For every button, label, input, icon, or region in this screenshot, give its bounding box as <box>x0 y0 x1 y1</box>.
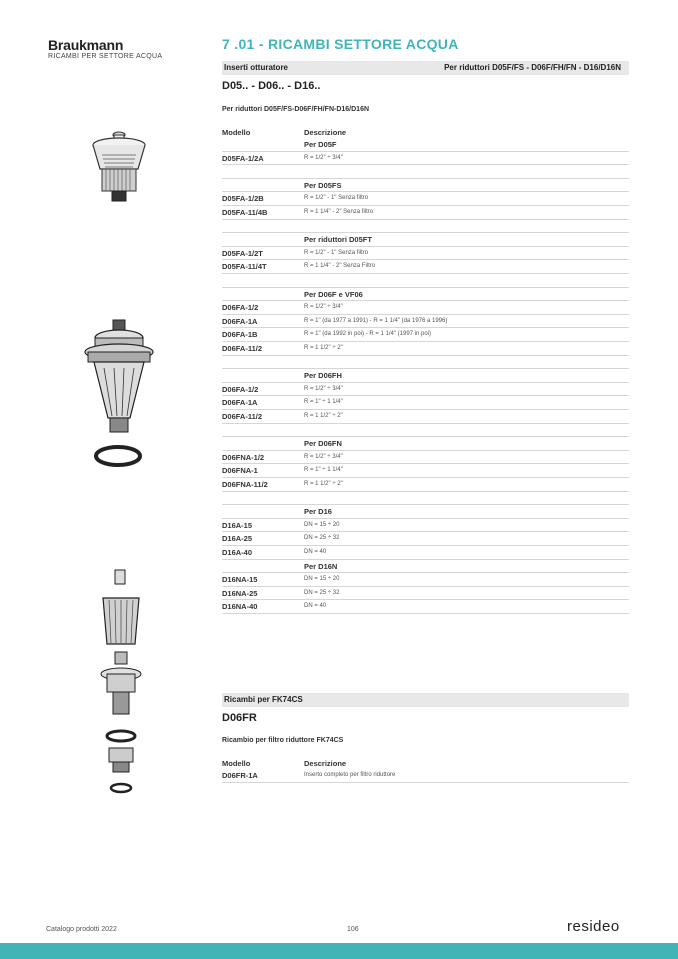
model-code: D16A-15 <box>222 520 253 530</box>
table-row <box>222 600 629 614</box>
table-spacer-row <box>222 274 629 288</box>
insert-d16-exploded-illustration-icon <box>97 568 145 796</box>
table-spacer-row <box>222 492 629 506</box>
model-code: D06FNA-1 <box>222 466 258 476</box>
model-code: D16A-25 <box>222 534 253 544</box>
model-code: D06FA-11/2 <box>222 412 263 421</box>
group-label: Per D16 <box>304 507 332 517</box>
model-description: R = 1 1/2" ÷ 2" <box>304 345 343 351</box>
model-code: D06FA-1B <box>222 330 258 340</box>
table-row <box>222 769 629 783</box>
table-row <box>222 383 629 397</box>
table-group-row <box>222 179 629 193</box>
col-desc-header: Descrizione <box>304 759 347 768</box>
model-description: DN = 15 ÷ 20 <box>304 576 340 583</box>
model-description: DN = 40 <box>304 549 327 555</box>
model-code: D06FA-1A <box>222 398 258 408</box>
table-row <box>222 587 629 601</box>
table-row <box>222 410 629 424</box>
table-row <box>222 152 629 166</box>
col-model-header: Modello <box>222 759 251 768</box>
model-code: D05FA-1/2B <box>222 194 264 204</box>
model-code: D06FNA-11/2 <box>222 480 268 489</box>
table-row <box>222 546 629 560</box>
model-description: R = 1 1/4" - 2" Senza filtro <box>304 209 374 215</box>
table-row <box>222 342 629 356</box>
model-code: D06FA-1/2 <box>222 384 259 394</box>
page-number: 106 <box>347 926 359 933</box>
model-description: R = 1/2" ÷ 3/4" <box>304 304 343 311</box>
model-description: R = 1" ÷ 1 1/4" <box>304 399 343 406</box>
table-row <box>222 519 629 533</box>
footer-bar <box>0 943 678 959</box>
brand-subtitle: RICAMBI PER SETTORE ACQUA <box>48 53 163 60</box>
model-description: R = 1 1/2" ÷ 2" <box>304 413 343 419</box>
table-row <box>222 315 629 329</box>
band-left-label: Inserti otturatore <box>224 63 289 72</box>
model-description: R = 1/2" ÷ 3/4" <box>304 154 343 161</box>
model-code: D05FA-1/2A <box>222 153 264 163</box>
table-group-row <box>222 288 629 302</box>
table-spacer-row <box>222 165 629 179</box>
model-code: D16NA-15 <box>222 575 258 585</box>
model-code: D05FA-1/2T <box>222 248 263 258</box>
model-description: R = 1/2" - 1" Senza filtro <box>304 195 369 202</box>
table-group-row <box>222 369 629 383</box>
table-spacer-row <box>222 424 629 438</box>
table-spacer-row <box>222 356 629 370</box>
group-label: Per D06FN <box>304 439 342 449</box>
model-description: Inserto completo per filtro riduttore <box>304 772 396 778</box>
model-description: DN = 40 <box>304 603 327 610</box>
group-label: Per D16N <box>304 561 338 571</box>
model-description: R = 1/2" - 1" Senza filtro <box>304 249 369 256</box>
resideo-logo: resideo <box>567 918 620 935</box>
group-label: Per D06FH <box>304 371 342 381</box>
table-row <box>222 478 629 492</box>
model-description: DN = 25 ÷ 32 <box>304 535 340 542</box>
table-header <box>222 126 629 138</box>
group-label: Per D06F e VF06 <box>304 289 363 299</box>
brand-name: Braukmann <box>48 37 124 53</box>
model-code: D16NA-40 <box>222 602 258 612</box>
table-row <box>222 573 629 587</box>
product-title: D05.. - D06.. - D16.. <box>222 80 321 92</box>
table-row <box>222 247 629 261</box>
product-title: D06FR <box>222 712 257 724</box>
group-label: Per D05FS <box>304 180 342 190</box>
table-row <box>222 464 629 478</box>
col-desc-header: Descrizione <box>304 128 347 137</box>
table-row <box>222 396 629 410</box>
model-code: D06FA-1/2 <box>222 303 259 313</box>
insert-d06-illustration-icon <box>82 318 156 473</box>
model-code: D06FA-11/2 <box>222 344 263 353</box>
insert-d05-illustration-icon <box>88 125 150 207</box>
table-group-row <box>222 560 629 574</box>
table-row <box>222 301 629 315</box>
table-group-row <box>222 138 629 152</box>
table-group-row <box>222 505 629 519</box>
band-right-label: Per riduttori D05F/FS - D06F/FH/FN - D16/D16N <box>444 63 621 72</box>
model-description: R = 1/2" ÷ 3/4" <box>304 453 343 460</box>
model-code: D05FA-11/4T <box>222 262 267 272</box>
model-description: R = 1 1/4" - 2" Senza Filtro <box>304 263 376 270</box>
model-code: D06FNA-1/2 <box>222 452 265 462</box>
model-description: R = 1/2" ÷ 3/4" <box>304 385 343 392</box>
group-label: Per riduttori D05FT <box>304 235 372 245</box>
model-code: D06FA-1A <box>222 316 258 326</box>
table-group-row <box>222 233 629 247</box>
table-row <box>222 260 629 274</box>
table-row <box>222 206 629 220</box>
table-header <box>222 757 629 769</box>
table-group-row <box>222 437 629 451</box>
band-left-label: Ricambi per FK74CS <box>224 695 303 704</box>
table-row <box>222 192 629 206</box>
table-row <box>222 451 629 465</box>
col-model-header: Modello <box>222 128 251 137</box>
model-description: DN = 25 ÷ 32 <box>304 589 340 596</box>
model-code: D06FR-1A <box>222 771 258 780</box>
model-code: D16NA-25 <box>222 588 258 598</box>
section-band-inserti <box>222 61 629 75</box>
model-description: R = 1" (da 1977 a 1991) - R = 1 1/4" (da 1976 a 1996) <box>304 317 448 324</box>
table-spacer-row <box>222 220 629 234</box>
section-title: 7 .01 - RICAMBI SETTORE ACQUA <box>222 36 459 52</box>
product-subtitle: Ricambio per filtro riduttore FK74CS <box>222 737 344 744</box>
model-code: D05FA-11/4B <box>222 208 268 217</box>
product-subtitle: Per riduttori D05F/FS-D06F/FH/FN-D16/D16N <box>222 106 370 113</box>
table-row <box>222 328 629 342</box>
group-label: Per D05F <box>304 140 337 149</box>
table-row <box>222 532 629 546</box>
catalog-label: Catalogo prodotti 2022 <box>46 926 117 933</box>
model-description: R = 1" ÷ 1 1/4" <box>304 467 343 474</box>
model-description: DN = 15 ÷ 20 <box>304 521 340 528</box>
model-code: D16A-40 <box>222 548 253 557</box>
model-description: R = 1" (da 1992 in poi) - R = 1 1/4" (1997 in poi) <box>304 331 431 338</box>
section-band-fk74cs <box>222 693 629 707</box>
model-description: R = 1 1/2" ÷ 2" <box>304 481 343 487</box>
